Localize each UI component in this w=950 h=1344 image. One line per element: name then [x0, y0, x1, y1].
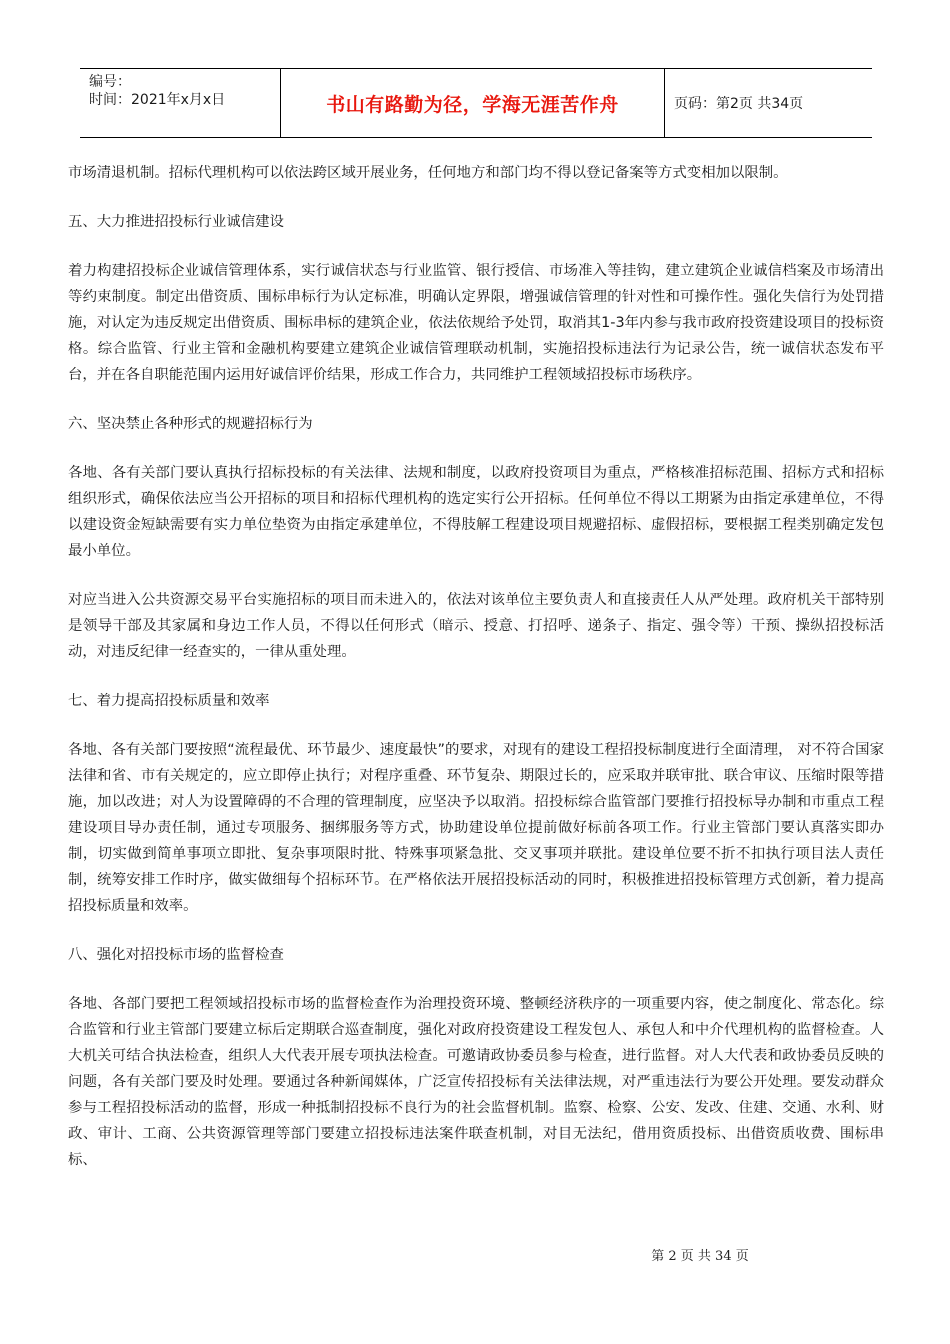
section-heading: 七、着力提高招投标质量和效率 [68, 693, 270, 709]
page-header [80, 68, 872, 138]
serial-number-label: 编号： [89, 74, 131, 90]
date-label: 时间：2021年x月x日 [89, 92, 226, 108]
paragraph: 各地、各部门要把工程领域招投标市场的监督检查作为治理投资环境、整顿经济秩序的一项重要内容，使之制度化、常态化。综合监管和行业主管部门要建立标后定期联合巡查制度，强化对政府投资建设工程发包人、承包人和中介代理机构的监督检查。人大机关可结合执法检查，组织人大代表开展专项执法检查。可邀请政协委员参与检查，进行监督。对人大代表和政协委员反映的问题，各有关部门要及时处理。要通过各种新闻媒体，广泛宣传招投标有关法律法规，对严重违法行为要公开处理。要发动群众参与工程招投标活动的监督，形成一种抵制招投标不良行为的社会监督机制。监察、检察、公安、发改、住建、交通、水利、财政、审计、工商、公共资源管理等部门要建立招投标违法案件联查机制，对目无法纪，借用资质投标、出借资质收费、围标串标、 [68, 996, 884, 1168]
paragraph: 着力构建招投标企业诚信管理体系，实行诚信状态与行业监管、银行授信、市场准入等挂钩，建立建筑企业诚信档案及市场清出等约束制度。制定出借资质、围标串标行为认定标准，明确认定界限，增强诚信管理的针对性和可操作性。强化失信行为处罚措施，对认定为违反规定出借资质、围标串标的建筑企业，依法依规给予处罚，取消其1-3年内参与我市政府投资建设项目的投标资格。综合监管、行业主管和金融机构要建立建筑企业诚信管理联动机制，实施招投标违法行为记录公告，统一诚信状态发布平台，并在各自职能范围内运用好诚信评价结果，形成工作合力，共同维护工程领域招投标市场秩序。 [68, 263, 884, 383]
document-body [68, 160, 884, 1196]
paragraph: 市场清退机制。招标代理机构可以依法跨区域开展业务，任何地方和部门均不得以登记备案等方式变相加以限制。 [68, 165, 788, 181]
header-page-number: 页码：第2页 共34页 [674, 96, 804, 112]
section-heading: 五、大力推进招投标行业诚信建设 [68, 214, 284, 230]
section-heading: 六、坚决禁止各种形式的规避招标行为 [68, 416, 313, 432]
header-meta [80, 69, 281, 137]
paragraph: 各地、各有关部门要按照“流程最优、环节最少、速度最快”的要求，对现有的建设工程招投标制度进行全面清理， 对不符合国家法律和省、市有关规定的，应立即停止执行；对程序重叠、环节复杂、期限过长的，应采取并联审批、联合审议、压缩时限等措施，加以改进；对人为设置障碍的不合理的管理制度，应坚决予以取消。招投标综合监管部门要推行招投标导办制和市重点工程建设项目导办责任制，通过专项服务、捆绑服务等方式，协助建设单位提前做好标前各项工作。行业主管部门要认真落实即办制，切实做到简单事项立即批、复杂事项限时批、特殊事项紧急批、交叉事项并联批。建设单位要不折不扣执行项目法人责任制，统筹安排工作时序，做实做细每个招标环节。在严格依法开展招投标活动的同时，积极推进招投标管理方式创新，着力提高招投标质量和效率。 [68, 742, 884, 914]
footer-page-number: 第 2 页 共 34 页 [651, 1249, 749, 1264]
header-motto: 书山有路勤为径，学海无涯苦作舟 [281, 69, 665, 137]
section-heading: 八、强化对招投标市场的监督检查 [68, 947, 284, 963]
paragraph: 对应当进入公共资源交易平台实施招标的项目而未进入的，依法对该单位主要负责人和直接责任人从严处理。政府机关干部特别是领导干部及其家属和身边工作人员，不得以任何形式（暗示、授意、打招呼、递条子、指定、强令等）干预、操纵招投标活动，对违反纪律一经查实的，一律从重处理。 [68, 592, 884, 660]
paragraph: 各地、各有关部门要认真执行招标投标的有关法律、法规和制度，以政府投资项目为重点，严格核准招标范围、招标方式和招标组织形式，确保依法应当公开招标的项目和招标代理机构的选定实行公开招标。任何单位不得以工期紧为由指定承建单位，不得以建设资金短缺需要有实力单位垫资为由指定承建单位，不得肢解工程建设项目规避招标、虚假招标，要根据工程类别确定发包最小单位。 [68, 465, 884, 559]
